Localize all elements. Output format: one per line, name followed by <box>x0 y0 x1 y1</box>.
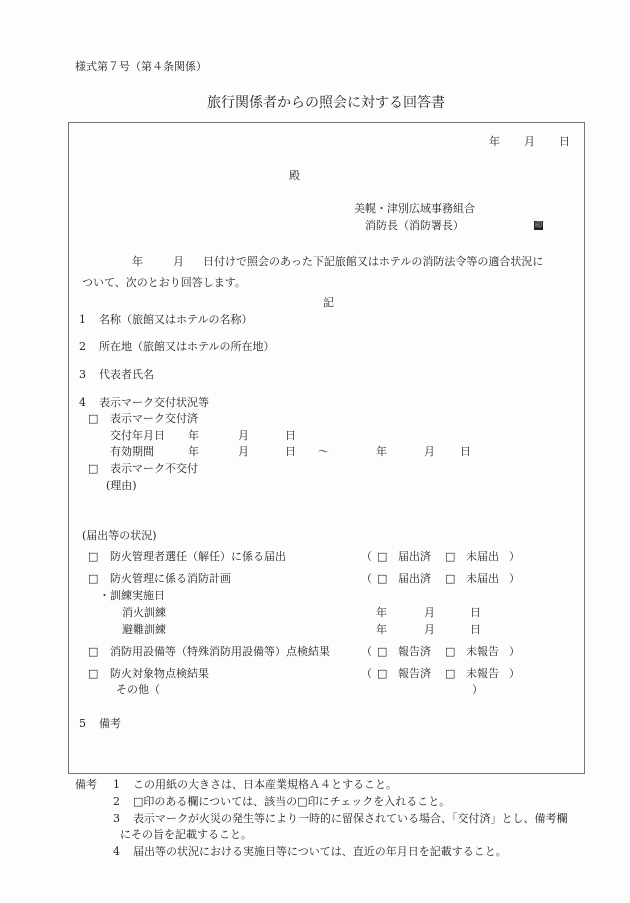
close-paren: ） <box>509 550 520 563</box>
filing-row-3-opt1: 報告済 <box>398 645 431 658</box>
issue-date-label: 交付年月日 <box>110 429 165 442</box>
close-paren: ） <box>509 572 520 585</box>
drill-evac-month: 月 <box>424 623 435 636</box>
note-3-text: 表示マークが火災の発生等により一時的に留保されている場合、「交付済」とし、備考欄 <box>133 812 568 825</box>
note-1-text: この用紙の大きさは、日本産業規格Ａ４とすること。 <box>133 778 397 791</box>
note-3-cont: にその旨を記載すること。 <box>120 828 252 841</box>
filing-row-2-opt2: 未届出 <box>466 572 499 585</box>
intro-year: 年 <box>132 255 143 268</box>
valid-period-label: 有効期間 <box>110 445 154 458</box>
valid-from-day: 日 <box>285 445 296 458</box>
drill-fire-day: 日 <box>470 606 481 619</box>
filing-row-1-opt1-checkbox[interactable]: □ <box>377 550 388 563</box>
filing-row-4-opt2-checkbox[interactable]: □ <box>445 667 456 680</box>
item-4-num: 4 <box>79 396 86 409</box>
note-4-num: 4 <box>113 845 120 858</box>
valid-to-month: 月 <box>424 445 435 458</box>
filing-row-1-opt1: 届出済 <box>398 550 431 563</box>
filing-row-3-label: 消防用設備等（特殊消防用設備等）点検結果 <box>110 645 330 658</box>
page-title: 旅行関係者からの照会に対する回答書 <box>207 95 445 111</box>
filing-row-4-opt1: 報告済 <box>398 667 431 680</box>
addressee-suffix: 殿 <box>289 169 300 182</box>
tilde: ～ <box>318 445 329 458</box>
item-5-label: 備考 <box>99 717 121 730</box>
issue-month: 月 <box>238 429 249 442</box>
open-paren: （ <box>361 667 372 680</box>
valid-from-year: 年 <box>188 445 199 458</box>
issued-checkbox[interactable]: □ <box>88 412 99 425</box>
filing-row-4-opt2: 未報告 <box>466 667 499 680</box>
filing-row-3-opt2: 未報告 <box>466 645 499 658</box>
ki-label: 記 <box>323 296 334 309</box>
filing-heading: (届出等の状況) <box>82 529 157 542</box>
note-2-num: 2 <box>113 795 120 808</box>
issue-year: 年 <box>188 429 199 442</box>
valid-to-year: 年 <box>376 445 387 458</box>
item-2-label: 所在地（旅館又はホテルの所在地） <box>99 340 275 353</box>
valid-from-month: 月 <box>238 445 249 458</box>
filing-row-2-label: 防火管理に係る消防計画 <box>110 572 231 585</box>
intro-line1: 日付けで照会のあった下記旅館又はホテルの消防法令等の適合状況に <box>203 255 544 268</box>
note-1-num: 1 <box>113 778 120 791</box>
filing-row-2-checkbox[interactable]: □ <box>88 572 99 585</box>
filing-row-1-opt2: 未届出 <box>466 550 499 563</box>
item-1-num: 1 <box>79 313 86 326</box>
item-2-num: 2 <box>79 340 86 353</box>
drill-fire-label: 消火訓練 <box>122 606 166 619</box>
filing-row-3-opt1-checkbox[interactable]: □ <box>377 645 388 658</box>
intro-line2: ついて、次のとおり回答します。 <box>82 276 246 289</box>
item-5-num: 5 <box>79 717 86 730</box>
filing-row-2-opt1-checkbox[interactable]: □ <box>377 572 388 585</box>
issuer-organization: 美幌・津別広域事務組合 <box>354 202 475 215</box>
filing-row-1-opt2-checkbox[interactable]: □ <box>445 550 456 563</box>
item-3-label: 代表者氏名 <box>99 368 154 381</box>
filing-row-4-opt1-checkbox[interactable]: □ <box>377 667 388 680</box>
open-paren: （ <box>361 572 372 585</box>
close-paren: ） <box>509 667 520 680</box>
filing-row-3-opt2-checkbox[interactable]: □ <box>445 645 456 658</box>
date-month-label: 月 <box>524 135 535 148</box>
date-year-label: 年 <box>489 135 500 148</box>
drill-evac-year: 年 <box>376 623 387 636</box>
issuer-position: 消防長（消防署長） <box>365 219 464 232</box>
other-label: その他（ <box>116 683 160 696</box>
drill-evac-day: 日 <box>470 623 481 636</box>
filing-row-1-label: 防火管理者選任（解任）に係る届出 <box>110 550 286 563</box>
notes-label: 備考 <box>75 778 97 791</box>
item-4-label: 表示マーク交付状況等 <box>99 396 209 409</box>
note-4-text: 届出等の状況における実施日等については、直近の年月日を記載すること。 <box>133 845 507 858</box>
other-close-paren: ） <box>472 683 483 696</box>
filing-row-2-opt1: 届出済 <box>398 572 431 585</box>
item-3-num: 3 <box>79 368 86 381</box>
reason-label: (理由) <box>106 479 137 492</box>
filing-row-4-label: 防火対象物点検結果 <box>110 667 209 680</box>
not-issued-label: 表示マーク不交付 <box>110 462 198 475</box>
close-paren: ） <box>509 645 520 658</box>
open-paren: （ <box>361 550 372 563</box>
filing-row-1-checkbox[interactable]: □ <box>88 550 99 563</box>
filing-row-3-checkbox[interactable]: □ <box>88 645 99 658</box>
issued-label: 表示マーク交付済 <box>110 412 198 425</box>
not-issued-checkbox[interactable]: □ <box>88 462 99 475</box>
filing-row-2-opt2-checkbox[interactable]: □ <box>445 572 456 585</box>
open-paren: （ <box>361 645 372 658</box>
drill-heading: ・訓練実施日 <box>99 589 165 602</box>
note-3-num: 3 <box>113 812 120 825</box>
drill-evac-label: 避難訓練 <box>122 623 166 636</box>
filing-row-4-checkbox[interactable]: □ <box>88 667 99 680</box>
issue-day: 日 <box>285 429 296 442</box>
note-2-text: □印のある欄については、該当の□印にチェックを入れること。 <box>133 795 451 808</box>
form-number: 様式第７号（第４条関係） <box>75 60 207 73</box>
valid-to-day: 日 <box>460 445 471 458</box>
drill-fire-month: 月 <box>424 606 435 619</box>
item-1-label: 名称（旅館又はホテルの名称） <box>99 313 253 326</box>
intro-month: 月 <box>173 255 184 268</box>
drill-fire-year: 年 <box>376 606 387 619</box>
date-day-label: 日 <box>559 135 570 148</box>
seal-icon: 印 <box>535 221 542 229</box>
